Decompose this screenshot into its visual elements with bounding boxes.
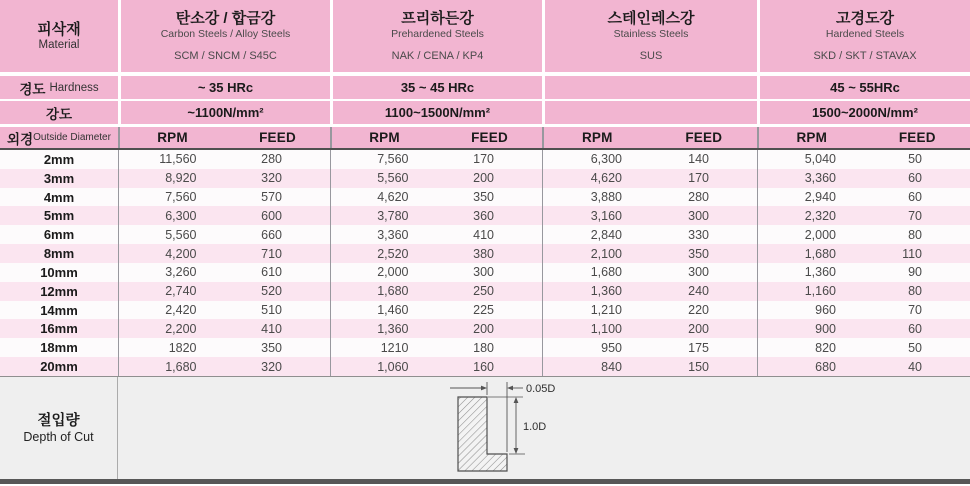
depth-diagram-area (118, 377, 970, 479)
hardness-row (0, 76, 970, 99)
rpm-value: 7,560 (165, 190, 197, 205)
material-label-ko: 피삭재 (37, 21, 81, 38)
carbon-values (118, 150, 330, 169)
rpm-value: 840 (601, 359, 622, 374)
carbon-values (118, 301, 330, 320)
hardened-values (757, 357, 970, 376)
rpm-value: 3,780 (377, 208, 409, 223)
feed-value: 410 (261, 321, 282, 336)
rpm-value: 2,000 (377, 265, 409, 280)
feed-value: 200 (473, 171, 494, 186)
feed-value: 320 (261, 359, 282, 374)
prehardened-values (330, 244, 542, 263)
material-grades: SCM / SNCM / S45C (174, 50, 277, 63)
rpm-value: 1,680 (165, 359, 197, 374)
rpm-value: 5,560 (165, 227, 197, 242)
diameter-value: 10mm (40, 264, 78, 280)
material-grades: NAK / CENA / KP4 (391, 50, 484, 63)
prehardened-values (330, 225, 542, 244)
hardened-values (757, 263, 970, 282)
carbon-values (118, 225, 330, 244)
stainless-values (542, 169, 757, 188)
feed-value: 220 (688, 303, 709, 318)
prehardened-values (330, 206, 542, 225)
material-name-en: Prehardened Steels (391, 27, 484, 40)
feed-value: 510 (261, 303, 282, 318)
rpm-value: 1,360 (377, 321, 409, 336)
feed-value: 660 (261, 227, 282, 242)
rpm-header: RPM (796, 130, 828, 145)
rpm-value: 4,620 (590, 171, 622, 186)
rpm-value: 1,210 (590, 303, 622, 318)
dim-top-label: 0.05D (526, 383, 556, 395)
stainless-values (542, 244, 757, 263)
strength-label-cell (0, 101, 118, 124)
feed-value: 160 (473, 359, 494, 374)
rpm-value: 2,520 (377, 246, 409, 261)
prehardened-values (330, 338, 542, 357)
feed-header: FEED (259, 130, 296, 145)
hardness-value (757, 76, 970, 99)
rpm-value: 1,360 (804, 265, 836, 280)
prehardened-values (330, 301, 542, 320)
feed-value: 50 (908, 152, 922, 167)
feed-value: 350 (688, 246, 709, 261)
carbon-values (118, 357, 330, 376)
prehardened-values (330, 169, 542, 188)
rpm-value: 1,460 (377, 303, 409, 318)
feed-value: 360 (473, 208, 494, 223)
rpm-value: 1,360 (590, 284, 622, 299)
strength-value-text: 1100~1500N/mm² (384, 105, 491, 120)
table-row (0, 244, 970, 263)
rpm-value: 2,320 (804, 208, 836, 223)
dim-side-label: 1.0D (523, 421, 547, 433)
hardened-values (757, 206, 970, 225)
material-name-en: Carbon Steels / Alloy Steels (160, 27, 291, 40)
diameter-value: 20mm (40, 359, 78, 375)
diameter-value: 3mm (43, 170, 75, 186)
feed-header: FEED (898, 130, 936, 145)
material-col-carbon (118, 0, 330, 72)
feed-value: 300 (688, 265, 709, 280)
hardness-value (542, 76, 757, 99)
feed-value: 80 (908, 227, 922, 242)
hardened-values (757, 150, 970, 169)
carbon-values (118, 188, 330, 207)
depth-label-cell (0, 377, 118, 479)
table-row (0, 263, 970, 282)
diameter-label-ko: 외경 (7, 131, 34, 147)
feed-value: 80 (908, 284, 922, 299)
rpm-value: 3,260 (165, 265, 197, 280)
material-name-en: Hardened Steels (825, 27, 905, 40)
feed-value: 320 (261, 171, 282, 186)
feed-value: 600 (261, 208, 282, 223)
carbon-values (118, 244, 330, 263)
prehardened-values (330, 319, 542, 338)
bottom-bar (0, 479, 970, 484)
feed-value: 175 (688, 340, 709, 355)
feed-value: 60 (908, 171, 922, 186)
strength-value (542, 101, 757, 124)
stainless-values (542, 150, 757, 169)
feed-value: 170 (688, 171, 709, 186)
prehardened-values (330, 188, 542, 207)
diameter-value: 14mm (40, 302, 78, 318)
feed-value: 350 (473, 190, 494, 205)
strength-row (0, 101, 970, 124)
stainless-values (542, 225, 757, 244)
table-row (0, 225, 970, 244)
feed-value: 240 (688, 284, 709, 299)
hardened-values (757, 338, 970, 357)
feed-value: 200 (473, 321, 494, 336)
diameter-value: 16mm (40, 321, 78, 337)
diameter-value: 2mm (43, 151, 75, 167)
material-grades: SUS (639, 50, 663, 63)
rpm-value: 6,300 (165, 208, 197, 223)
rpm-value: 900 (815, 321, 836, 336)
feed-value: 180 (473, 340, 494, 355)
rpm-value: 1,100 (590, 321, 622, 336)
stainless-values (542, 206, 757, 225)
diameter-value: 6mm (43, 227, 75, 243)
diameter-label-cell (0, 127, 118, 148)
material-col-hardened (757, 0, 970, 72)
rpm-value: 1,060 (377, 359, 409, 374)
feed-value: 280 (261, 152, 282, 167)
rpm-header: RPM (369, 130, 400, 145)
rpm-value: 950 (601, 340, 622, 355)
carbon-values (118, 263, 330, 282)
material-col-stainless (542, 0, 757, 72)
rpm-value: 2,200 (165, 321, 197, 336)
feed-value: 90 (908, 265, 922, 280)
prehardened-values (330, 263, 542, 282)
feed-value: 280 (688, 190, 709, 205)
feed-value: 350 (261, 340, 282, 355)
feed-header: FEED (685, 130, 723, 145)
prehardened-values (330, 357, 542, 376)
hardened-values (757, 282, 970, 301)
table-row (0, 150, 970, 169)
hardened-values (757, 319, 970, 338)
rpm-value: 7,560 (377, 152, 409, 167)
feed-value: 40 (908, 359, 922, 374)
strength-value-text: ~1100N/mm² (187, 105, 264, 120)
rpm-value: 5,040 (804, 152, 836, 167)
feed-value: 570 (261, 190, 282, 205)
hardened-values (757, 225, 970, 244)
feed-value: 300 (473, 265, 494, 280)
feed-value: 300 (688, 208, 709, 223)
hardness-value (330, 76, 542, 99)
material-header-row (0, 0, 970, 72)
rpm-feed-header-row (0, 127, 970, 150)
feed-value: 70 (908, 208, 922, 223)
hardened-values (757, 244, 970, 263)
diameter-value: 4mm (43, 189, 75, 205)
feed-value: 60 (908, 321, 922, 336)
feed-value: 170 (473, 152, 494, 167)
rpm-feed-header (330, 127, 542, 148)
hardness-label-en: Hardness (49, 81, 99, 94)
rpm-value: 680 (815, 359, 836, 374)
feed-value: 520 (261, 284, 282, 299)
feed-value: 200 (688, 321, 709, 336)
hardened-values (757, 301, 970, 320)
feed-value: 380 (473, 246, 494, 261)
strength-value (118, 101, 330, 124)
feed-value: 250 (473, 284, 494, 299)
strength-value (757, 101, 970, 124)
prehardened-values (330, 282, 542, 301)
feed-value: 140 (688, 152, 709, 167)
feed-value: 610 (261, 265, 282, 280)
rpm-header: RPM (581, 130, 613, 145)
table-row (0, 206, 970, 225)
feed-value: 410 (473, 227, 494, 242)
rpm-value: 8,920 (165, 171, 197, 186)
table-row (0, 319, 970, 338)
hardened-values (757, 169, 970, 188)
hardness-label-ko: 경도 (19, 81, 46, 97)
rpm-value: 3,360 (377, 227, 409, 242)
rpm-value: 1820 (168, 340, 197, 355)
rpm-feed-header (542, 127, 757, 148)
rpm-value: 2,940 (804, 190, 836, 205)
feed-value: 710 (261, 246, 282, 261)
rpm-value: 820 (815, 340, 836, 355)
hardened-values (757, 188, 970, 207)
carbon-values (118, 319, 330, 338)
stainless-values (542, 263, 757, 282)
rpm-value: 3,360 (804, 171, 836, 186)
rpm-value: 3,160 (590, 208, 622, 223)
rpm-value: 2,100 (590, 246, 622, 261)
carbon-values (118, 338, 330, 357)
feed-value: 70 (908, 303, 922, 318)
stainless-values (542, 282, 757, 301)
material-col-prehardened (330, 0, 542, 72)
material-name-ko: 스테인레스강 (607, 9, 695, 27)
diameter-value: 18mm (40, 340, 78, 356)
rpm-value: 2,420 (165, 303, 197, 318)
table-row (0, 282, 970, 301)
rpm-value: 2,840 (590, 227, 622, 242)
table-row (0, 188, 970, 207)
table-row (0, 301, 970, 320)
stainless-values (542, 188, 757, 207)
diameter-label-en: Outside Diameter (33, 132, 111, 143)
depth-label-ko: 절입량 (37, 412, 80, 429)
feed-value: 110 (902, 246, 922, 261)
material-label-en: Material (38, 39, 80, 51)
carbon-values (118, 206, 330, 225)
strength-value (330, 101, 542, 124)
diameter-value: 12mm (40, 283, 78, 299)
hardness-value (118, 76, 330, 99)
rpm-feed-header (118, 127, 330, 148)
data-rows (0, 150, 970, 376)
rpm-value: 11,560 (159, 152, 197, 167)
stainless-values (542, 357, 757, 376)
diameter-value: 5mm (43, 208, 75, 224)
rpm-value: 1210 (380, 340, 409, 355)
rpm-value: 1,680 (590, 265, 622, 280)
rpm-header: RPM (157, 130, 188, 145)
material-name-en: Stainless Steels (613, 27, 689, 40)
depth-of-cut-diagram (430, 378, 600, 478)
rpm-value: 4,620 (377, 190, 409, 205)
prehardened-values (330, 150, 542, 169)
diameter-value: 8mm (43, 246, 75, 262)
carbon-values (118, 282, 330, 301)
material-label-cell (0, 0, 118, 72)
stainless-values (542, 338, 757, 357)
feed-header: FEED (471, 130, 508, 145)
rpm-value: 3,880 (590, 190, 622, 205)
rpm-value: 960 (815, 303, 836, 318)
feed-value: 330 (688, 227, 709, 242)
rpm-value: 1,680 (804, 246, 836, 261)
material-name-ko: 탄소강 / 합금강 (175, 9, 276, 27)
material-name-ko: 프리하든강 (401, 9, 474, 27)
strength-value-text: 1500~2000N/mm² (812, 105, 918, 120)
depth-label-en: Depth of Cut (23, 430, 94, 445)
material-name-ko: 고경도강 (836, 9, 894, 27)
workpiece-shape (458, 397, 507, 471)
table-row (0, 338, 970, 357)
feed-value: 60 (908, 190, 922, 205)
rpm-value: 1,160 (804, 284, 836, 299)
rpm-value: 5,560 (377, 171, 409, 186)
feed-value: 225 (473, 303, 494, 318)
hardness-label-cell (0, 76, 118, 99)
strength-label-ko: 강도 (45, 106, 73, 122)
rpm-value: 2,000 (804, 227, 836, 242)
feed-value: 50 (908, 340, 922, 355)
rpm-value: 2,740 (165, 284, 197, 299)
depth-of-cut-section (0, 377, 970, 479)
hardness-value-text: 35 ~ 45 HRc (400, 80, 475, 95)
table-row (0, 169, 970, 188)
hardness-value-text: 45 ~ 55HRc (830, 80, 900, 95)
carbon-values (118, 169, 330, 188)
rpm-value: 4,200 (165, 246, 197, 261)
rpm-value: 6,300 (590, 152, 622, 167)
rpm-feed-header (757, 127, 970, 148)
rpm-value: 1,680 (377, 284, 409, 299)
table-row (0, 357, 970, 376)
feed-value: 150 (688, 359, 709, 374)
stainless-values (542, 319, 757, 338)
hardness-value-text: ~ 35 HRc (197, 80, 254, 95)
material-grades: SKD / SKT / STAVAX (813, 50, 917, 63)
stainless-values (542, 301, 757, 320)
